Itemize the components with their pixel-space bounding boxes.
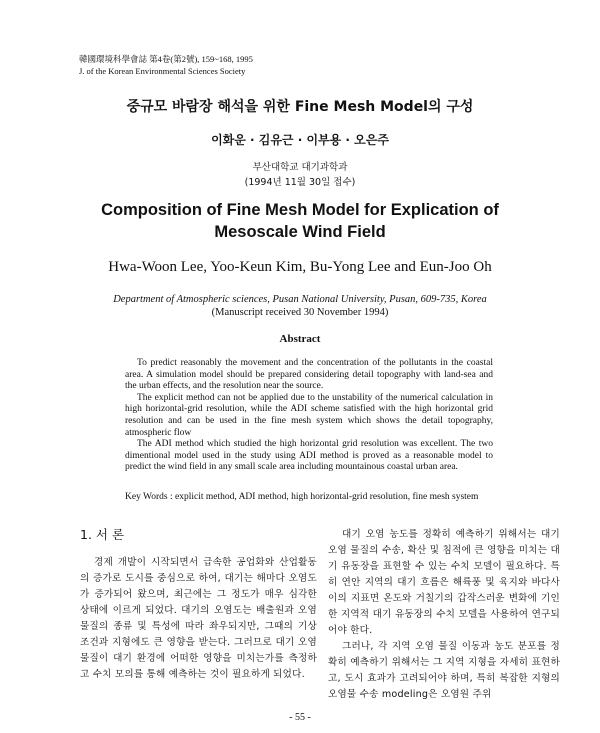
right-column [328,527,560,703]
korean-authors: 이화운 · 김유근 · 이부용 · 오은주 [211,133,389,147]
journal-citation [79,53,253,77]
abstract-paragraph-1: To predict reasonably the movement and the concentration of the pollutants in the coastal area. A simulation model should be prepared considering detail topography with land-sea and the urban effects, and the resolution near the source. [125,358,493,392]
korean-title: 중규모 바람장 해석을 위한 Fine Mesh Model의 구성 [126,99,474,115]
english-title [0,199,600,243]
journal-citation-korean: 韓國環境科學會誌 第4卷(第2號), 159~168, 1995 [79,54,253,64]
english-title-line2: Mesoscale Wind Field [214,223,386,241]
journal-citation-english: J. of the Korean Environmental Sciences Society [79,66,246,76]
abstract-paragraph-3: The ADI method which studied the high horizontal grid resolution was excellent. The two dimentional model used in the study using ADI method is proved as a reasonable model to predict the wind field in any small scale area including mountainous coastal urban area. [125,439,493,473]
intro-paragraph-1: 경제 개발이 시작되면서 급속한 공업화와 산업활동의 증가로 도시를 중심으로 하여, 대기는 해마다 오염도가 증가되어 왔으며, 최근에는 그 정도가 매우 심각한 상태에 이르게 되었다. 대기의 오염도는 배출원과 오염 물질의 종류 및 특성에 따라 좌우되지만, 그때의 기상 조건과 지형에도 큰 영향을 받는다. 그러므로 대기 오염 물질이 대기 환경에 어떠한 영향을 미치는가를 측정하고 수치 모의를 통해 예측하는 것이 필요하게 되었다. [80,557,317,680]
right-column-body [328,527,560,703]
abstract-heading: Abstract [279,333,321,345]
left-column [80,525,317,683]
english-title-line1: Composition of Fine Mesh Model for Explication of [101,201,499,219]
korean-affiliation: 부산대학교 대기과학과 [252,162,348,173]
korean-received-date: (1994년 11월 30일 접수) [244,177,356,188]
intro-paragraph-3: 그러나, 각 지역 오염 물질 이동과 농도 분포를 정확히 예측하기 위해서는 그 지역 지형을 자세히 표현하고, 도시 효과가 고려되어야 하며, 특히 복잡한 지형의 오염물 수송 modeling은 오염원 주위 [328,641,560,700]
page-number: - 55 - [289,712,311,723]
intro-paragraph-2: 대기 오염 농도를 정확히 예측하기 위해서는 대기 오염 물질의 수송, 확산 및 침적에 큰 영향을 미치는 대기 유동장을 표현할 수 있는 수치 모델이 필요하다. 특히 연안 지역의 대기 흐름은 해륙풍 및 육지와 바다사이의 지표면 온도와 거칠기의 갑작스러운 변화에 기인한 지역적 대기 유동장의 수치 모델을 사용하여 연구되어야 한다. [328,529,560,636]
keywords: Key Words : explicit method, ADI method, high horizontal-grid resolution, fine mesh system [125,492,479,502]
korean-affiliation-block [0,160,600,190]
english-affiliation-block [0,293,600,319]
english-department: Department of Atmospheric sciences, Pusan National University, Pusan, 609-735, Korea [113,294,487,305]
left-column-body [80,555,317,683]
abstract-body [125,358,493,474]
english-authors: Hwa-Woon Lee, Yoo-Keun Kim, Bu-Yong Lee and Eun-Joo Oh [108,259,492,275]
section-heading: 1. 서 론 [80,527,125,542]
abstract-paragraph-2: The explicit method can not be applied due to the unstability of the numerical calculation in high horizontal-grid resolution, while the ADI scheme satisfied with the high horizontal grid resolution and can be used in the fine mesh system which shows the detail topography, atmospheric flow [125,392,493,438]
english-received-date: (Manuscript received 30 November 1994) [211,307,389,318]
